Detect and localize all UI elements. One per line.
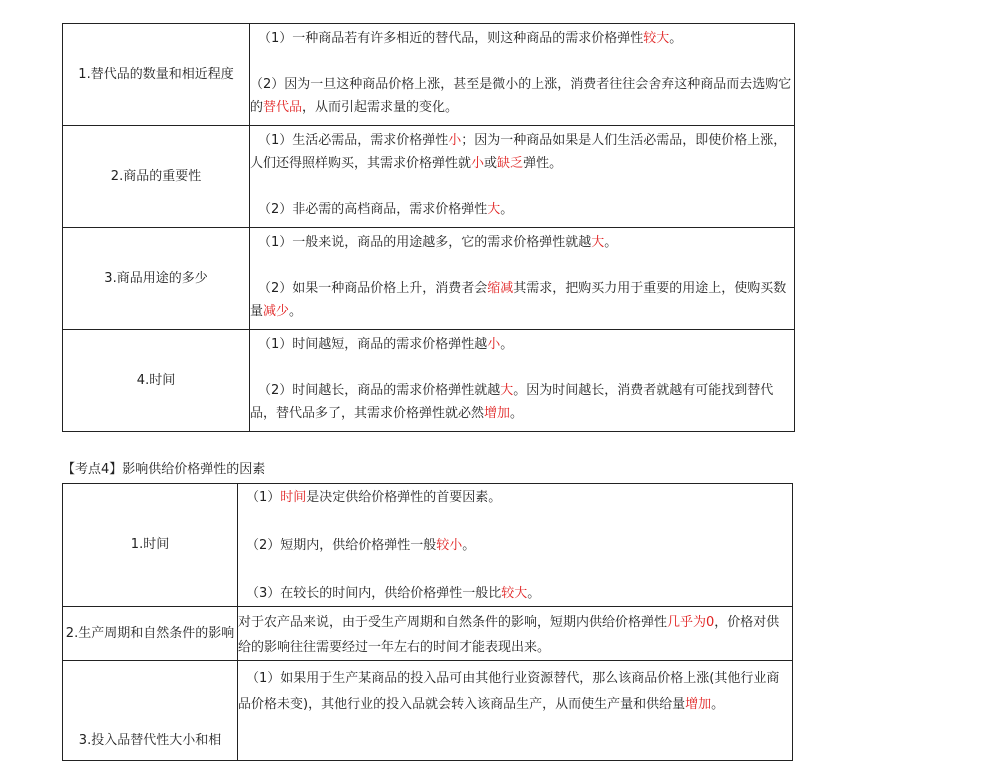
- highlight-text: 较大: [643, 31, 670, 46]
- paragraph: [238, 484, 792, 509]
- highlight-text: 增加: [484, 406, 511, 421]
- text-segment: 。: [289, 304, 303, 319]
- table-row: [63, 607, 793, 661]
- section-title: 【考点4】影响供给价格弹性的因素: [62, 462, 266, 477]
- paragraph: [250, 198, 794, 221]
- highlight-text: 替代品: [263, 100, 303, 115]
- paragraph: [238, 534, 792, 557]
- highlight-text: 较大: [501, 586, 528, 601]
- row-label: 2.商品的重要性: [63, 126, 250, 228]
- text-segment: （2）短期内，供给价格弹性一般: [246, 538, 437, 553]
- row-content: [238, 484, 793, 607]
- text-segment: （1）: [246, 490, 281, 505]
- text-segment: （2）时间越长，商品的需求价格弹性就越: [258, 383, 501, 398]
- highlight-text: 大: [591, 235, 605, 250]
- text-segment: 。: [510, 406, 524, 421]
- text-segment: 其需求，把购买力用于重要的用途上，使购买数量: [250, 281, 787, 319]
- row-content: [238, 607, 793, 661]
- row-label: 1.时间: [63, 484, 238, 607]
- highlight-text: 几乎为0: [667, 615, 715, 630]
- row-label: 3.商品用途的多少: [63, 228, 250, 330]
- highlight-text: 大: [500, 383, 514, 398]
- text-segment: （2）因为一旦这种商品价格上涨，甚至是微小的上涨，消费者往往会舍弃这种商品而去选购它的: [250, 77, 792, 115]
- row-content: [250, 24, 795, 126]
- text-segment: 。: [500, 337, 514, 352]
- row-label: 4.时间: [63, 330, 250, 432]
- highlight-text: 小: [448, 133, 462, 148]
- table-row: [63, 126, 795, 228]
- text-segment: 。因为时间越长，消费者就越有可能找到替代品，替代品多了，其需求价格弹性就必然: [250, 383, 774, 421]
- text-segment: 弹性。: [523, 156, 563, 171]
- highlight-text: 缺乏: [497, 156, 524, 171]
- supply-elasticity-table: [62, 483, 793, 761]
- row-content: [238, 661, 793, 761]
- text-segment: （1）时间越短，商品的需求价格弹性越: [258, 337, 488, 352]
- highlight-text: 减少: [263, 304, 290, 319]
- highlight-text: 较小: [436, 538, 463, 553]
- text-segment: 。: [527, 586, 541, 601]
- highlight-text: 小: [487, 337, 501, 352]
- row-label: 3.投入品替代性大小和相: [63, 661, 238, 761]
- row-content: [250, 228, 795, 330]
- table-row: [63, 228, 795, 330]
- text-segment: （3）在较长的时间内，供给价格弹性一般比: [246, 586, 502, 601]
- text-segment: ，从而引起需求量的变化。: [302, 100, 459, 115]
- table-row: [63, 330, 795, 432]
- table-row: [63, 24, 795, 126]
- table-row: [63, 661, 793, 761]
- highlight-text: 大: [487, 202, 501, 217]
- text-segment: 是决定供给价格弹性的首要因素。: [306, 490, 502, 505]
- text-segment: 或: [484, 156, 498, 171]
- demand-elasticity-table: [62, 23, 795, 432]
- text-segment: ；因为一种商品如果是人们生活必需品，即使价格上涨，人们还得照样购买，其需求价格弹性就: [250, 133, 787, 171]
- paragraph: [238, 607, 792, 660]
- highlight-text: 小: [471, 156, 485, 171]
- paragraph: [250, 73, 794, 119]
- text-segment: 。: [711, 697, 725, 712]
- text-segment: （2）如果一种商品价格上升，消费者会: [258, 281, 488, 296]
- text-segment: 对于农产品来说，由于受生产周期和自然条件的影响，短期内供给价格弹性: [238, 615, 668, 630]
- highlight-text: 时间: [280, 490, 307, 505]
- paragraph: [250, 330, 794, 356]
- paragraph: [250, 277, 794, 323]
- row-label: 2.生产周期和自然条件的影响: [63, 607, 238, 661]
- text-segment: 。: [500, 202, 514, 217]
- highlight-text: 缩减: [487, 281, 514, 296]
- text-segment: 。: [669, 31, 683, 46]
- text-segment: （1）一般来说，商品的用途越多，它的需求价格弹性就越: [258, 235, 592, 250]
- highlight-text: 增加: [685, 697, 712, 712]
- text-segment: （1）如果用于生产某商品的投入品可由其他行业资源替代，那么该商品价格上涨(其他行业商品价格未变)，其他行业的投入品就会转入该商品生产，从而使生产量和供给量: [238, 671, 780, 712]
- paragraph: [250, 24, 794, 50]
- text-segment: （2）非必需的高档商品，需求价格弹性: [258, 202, 488, 217]
- paragraph: [238, 582, 792, 605]
- text-segment: （1）生活必需品，需求价格弹性: [258, 133, 449, 148]
- text-segment: 。: [604, 235, 618, 250]
- paragraph: [250, 228, 794, 254]
- row-content: [250, 330, 795, 432]
- text-segment: 。: [462, 538, 476, 553]
- paragraph: [238, 661, 792, 718]
- row-label: 1.替代品的数量和相近程度: [63, 24, 250, 126]
- text-segment: ，价格对供给的影响往往需要经过一年左右的时间才能表现出来。: [238, 615, 780, 655]
- paragraph: [250, 126, 794, 175]
- paragraph: [250, 379, 794, 425]
- row-content: [250, 126, 795, 228]
- table-row: [63, 484, 793, 607]
- text-segment: （1）一种商品若有许多相近的替代品，则这种商品的需求价格弹性: [258, 31, 644, 46]
